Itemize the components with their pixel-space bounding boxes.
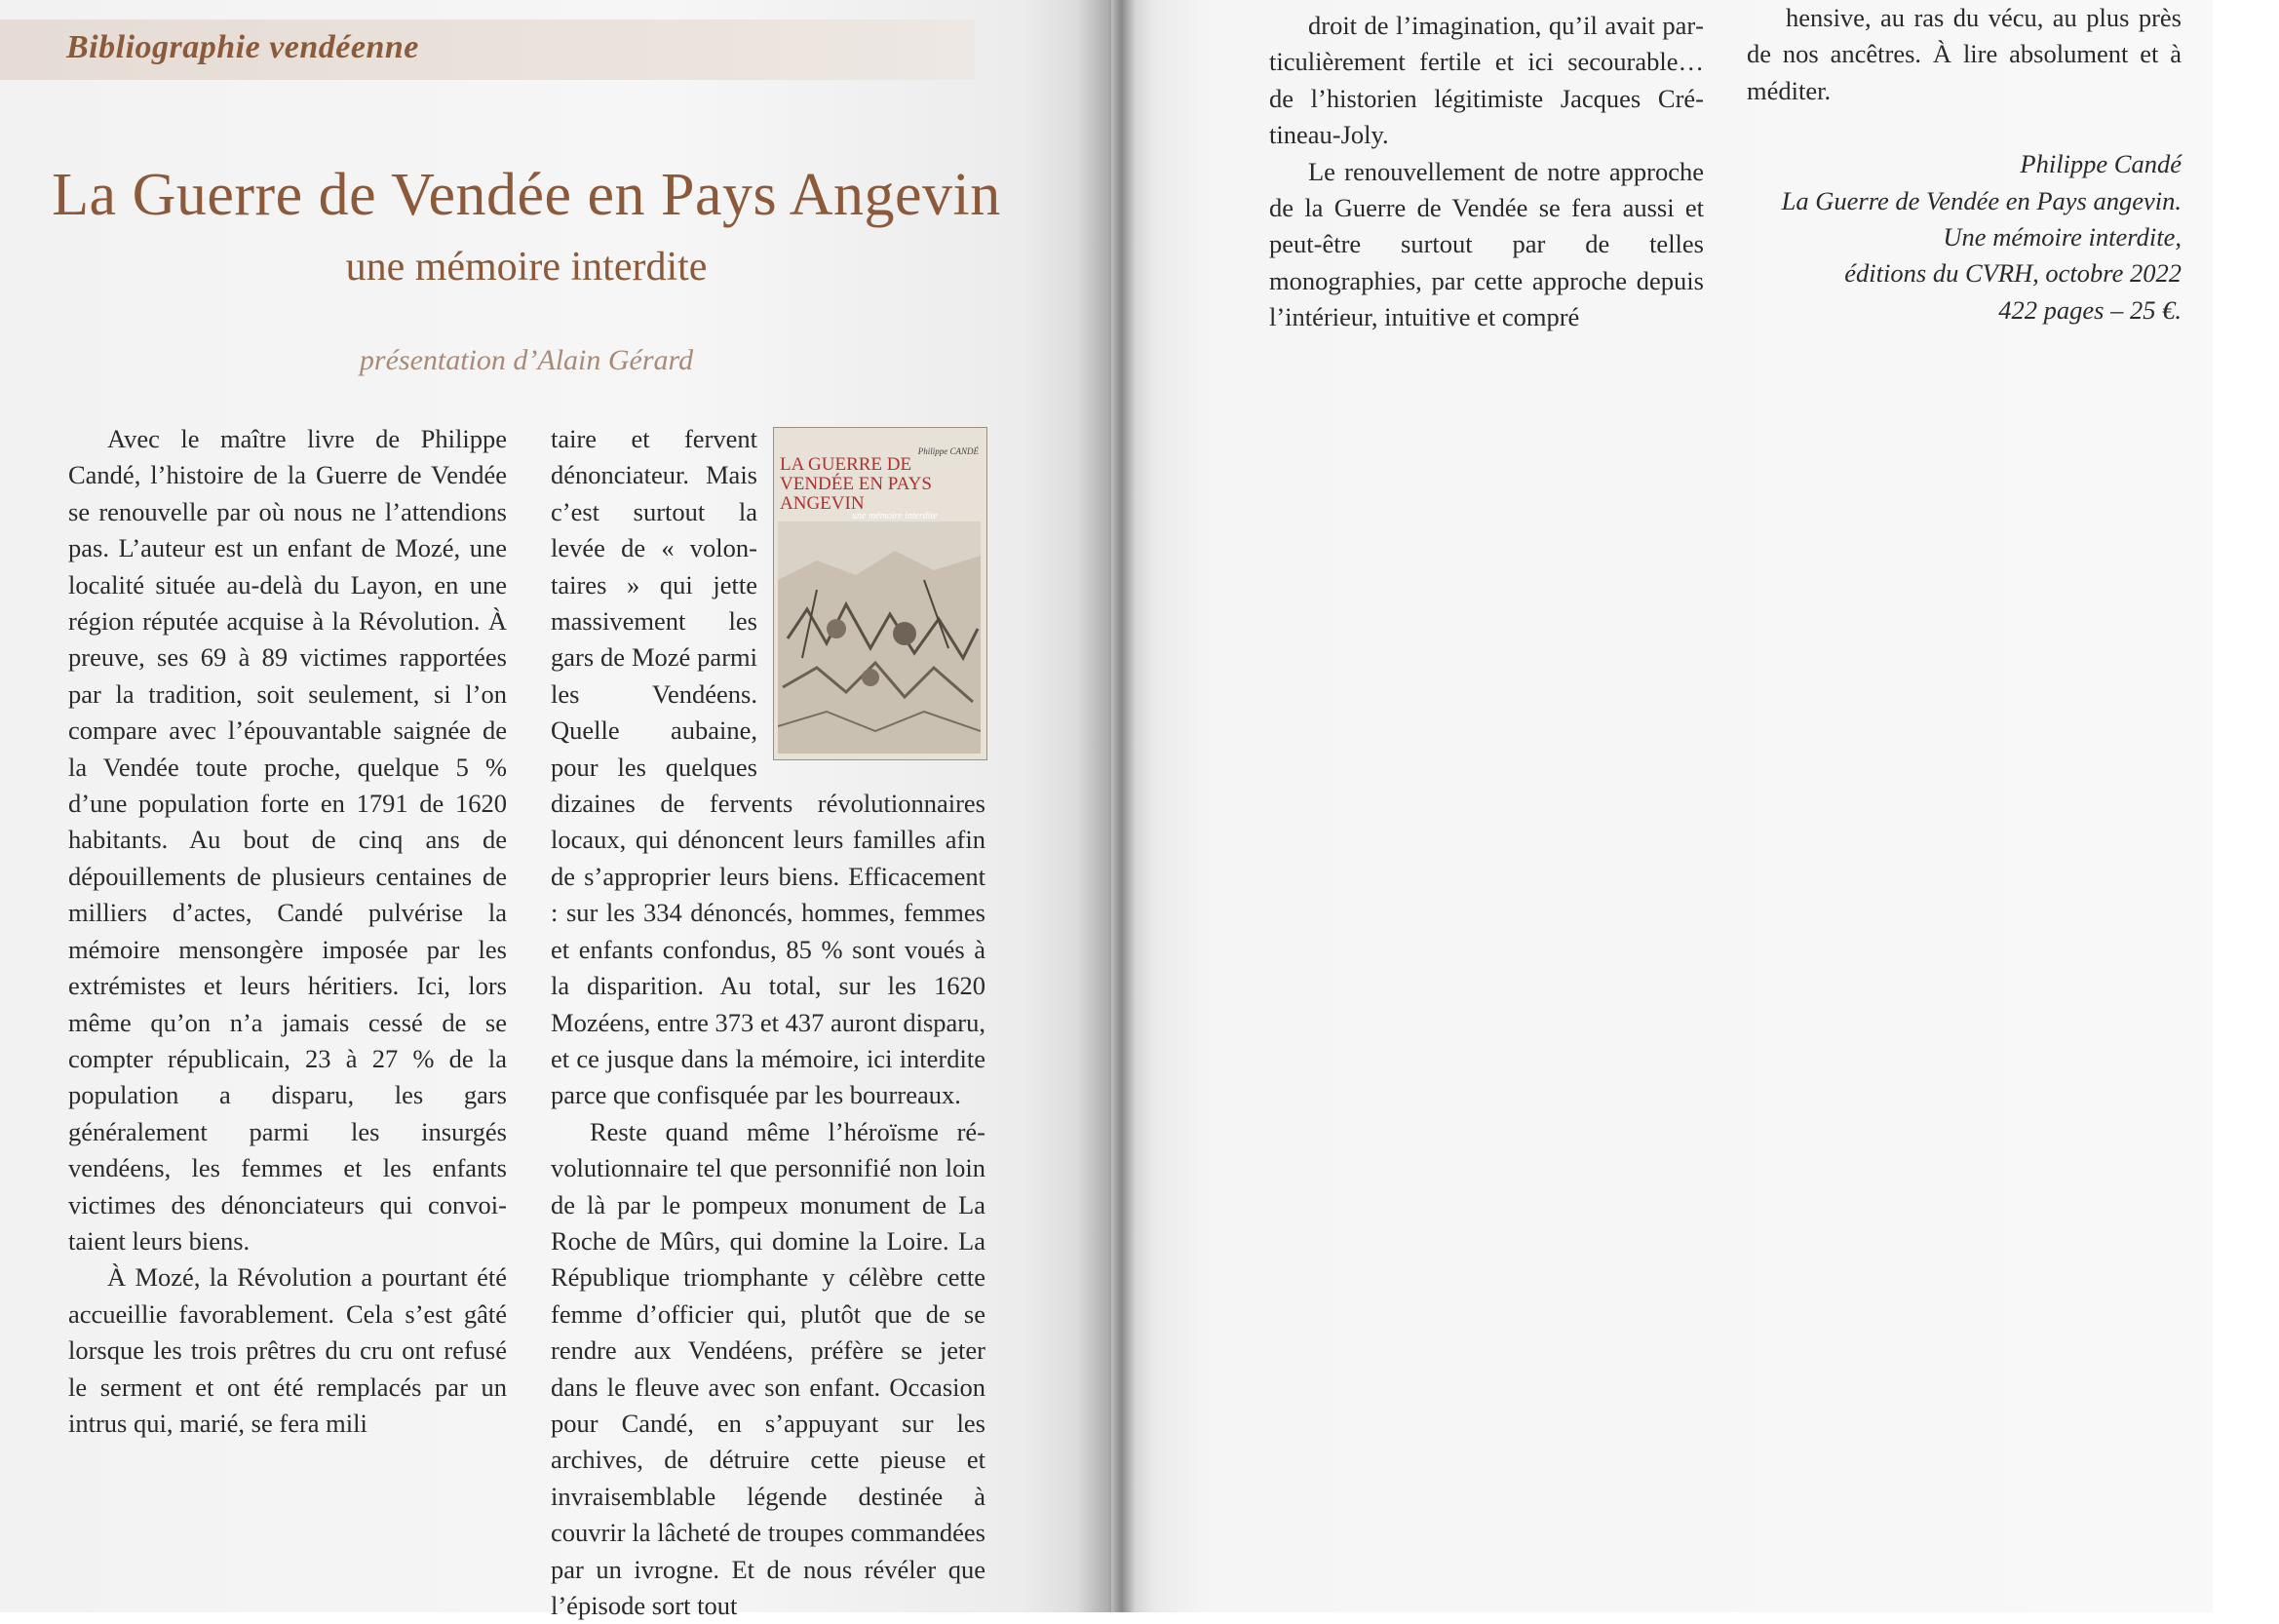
paragraph: Avec le maître livre de Philippe Candé, l’histoire de la Guerre de Vendée se renouvelle par où nous ne l’attendions pas. L’auteur est un enfant de Mozé, une localité située au-delà du Layon, en une région réputée acquise à la Révolution. À preuve, ses 69 à 89 victimes rapportées par la tradition, soit seulement, si l’on compare avec l’épouvantable saignée de la Vendée toute proche, quelque 5 % d’une population forte en 1791 de 1620 habitants. Au bout de cinq ans de dépouillements de plusieurs centaines de milliers d’actes, Candé pulvérise la mémoire mensongère imposée par les extrémistes et leurs héritiers. Ici, lors même qu’on n’a jamais cessé de se compter républicain, 23 à 27 % de la population a disparu, les gars généralement parmi les insurgés vendéens, les femmes et les enfants victimes des dénonciateurs qui convoitaient leurs biens. [68, 424, 507, 1256]
book-cover-subtitle: une mémoire interdite [852, 511, 938, 522]
signature-publisher: éditions du CVRH, octobre 2022 [1844, 258, 2182, 289]
text-column-4 [1747, 0, 2182, 329]
article-title: La Guerre de Vendée en Pays Angevin [52, 162, 1001, 228]
signature-book-title: La Guerre de Vendée en Pays angevin. [1781, 185, 2182, 215]
paragraph: Le renouvellement de notre approche de la Guerre de Vendée se fera aussi et peut-être surtout par de telles monographies, par cette approche depuis l’intérieur, intuitive et compré [1269, 156, 1704, 332]
signature-author: Philippe Candé [2020, 149, 2182, 179]
book-gutter [1077, 0, 1155, 1612]
book-cover-engraving [778, 522, 981, 754]
paragraph: droit de l’imagination, qu’il avait particulièrement fertile et ici secourable… de l’historien légitimiste Jacques Crétineau-Joly. [1269, 11, 1704, 150]
paragraph: À Mozé, la Révolution a pourtant été accueillie favorablement. Cela s’est gâté lorsque les trois prêtres du cru ont refusé le serment et ont été remplacés par un intrus qui, marié, se fera mili [68, 1262, 507, 1438]
paragraph: Reste quand même l’héroïsme révolutionnaire tel que personnifié non loin de là par le pompeux monument de La Roche de Mûrs, qui domine la Loire. La République triomphante y célèbre cette femme d’officier qui, plutôt que de se rendre aux Vendéens, préfère se jeter dans le fleuve avec son enfant. Occasion pour Candé, en s’appuyant sur les archives, de détruire cette pieuse et invraisemblable légende destinée à couvrir la lâcheté de troupes commandées par un ivrogne. Et de nous révéler que l’épisode sort tout [551, 1116, 985, 1620]
paragraph: taire et fervent dénonciateur. Mais c’est surtout la levée de « volontaires » qui jette massivement les gars de Mozé parmi les Vendéens. Quelle aubaine, pour les quelques dizaines de fervents révolutionnaires locaux, qui dénoncent leurs familles afin de s’approprier leurs biens. Efficacement : sur les 334 dénoncés, hommes, femmes et enfants confondus, 85 % sont voués à la disparition. Au total, sur les 1620 Mozéens, entre 373 et 437 auront disparu, et ce jusque dans la mémoire, ici interdite parce que confisquée par les bourreaux. [551, 424, 985, 1110]
book-cover-author: Philippe CANDÉ [917, 446, 979, 456]
signature-pages-price: 422 pages – 25 €. [1998, 294, 2182, 325]
article-subtitle: une mémoire interdite [345, 245, 708, 290]
section-header: Bibliographie vendéenne [66, 29, 419, 65]
book-cover-title: LA GUERRE DE VENDÉE EN PAYS ANGEVIN [780, 454, 932, 514]
paragraph: hensive, au ras du vécu, au plus près de nos ancêtres. À lire absolument et à méditer. [1747, 3, 2182, 105]
text-column-3 [1269, 8, 1704, 336]
text-column-2 [551, 421, 985, 1624]
book-cover-image [773, 427, 987, 760]
text-column-1 [68, 421, 507, 1442]
signature-book-subtitle: Une mémoire interdite, [1943, 222, 2182, 252]
article-byline: présentation d’Alain Gérard [359, 344, 694, 376]
